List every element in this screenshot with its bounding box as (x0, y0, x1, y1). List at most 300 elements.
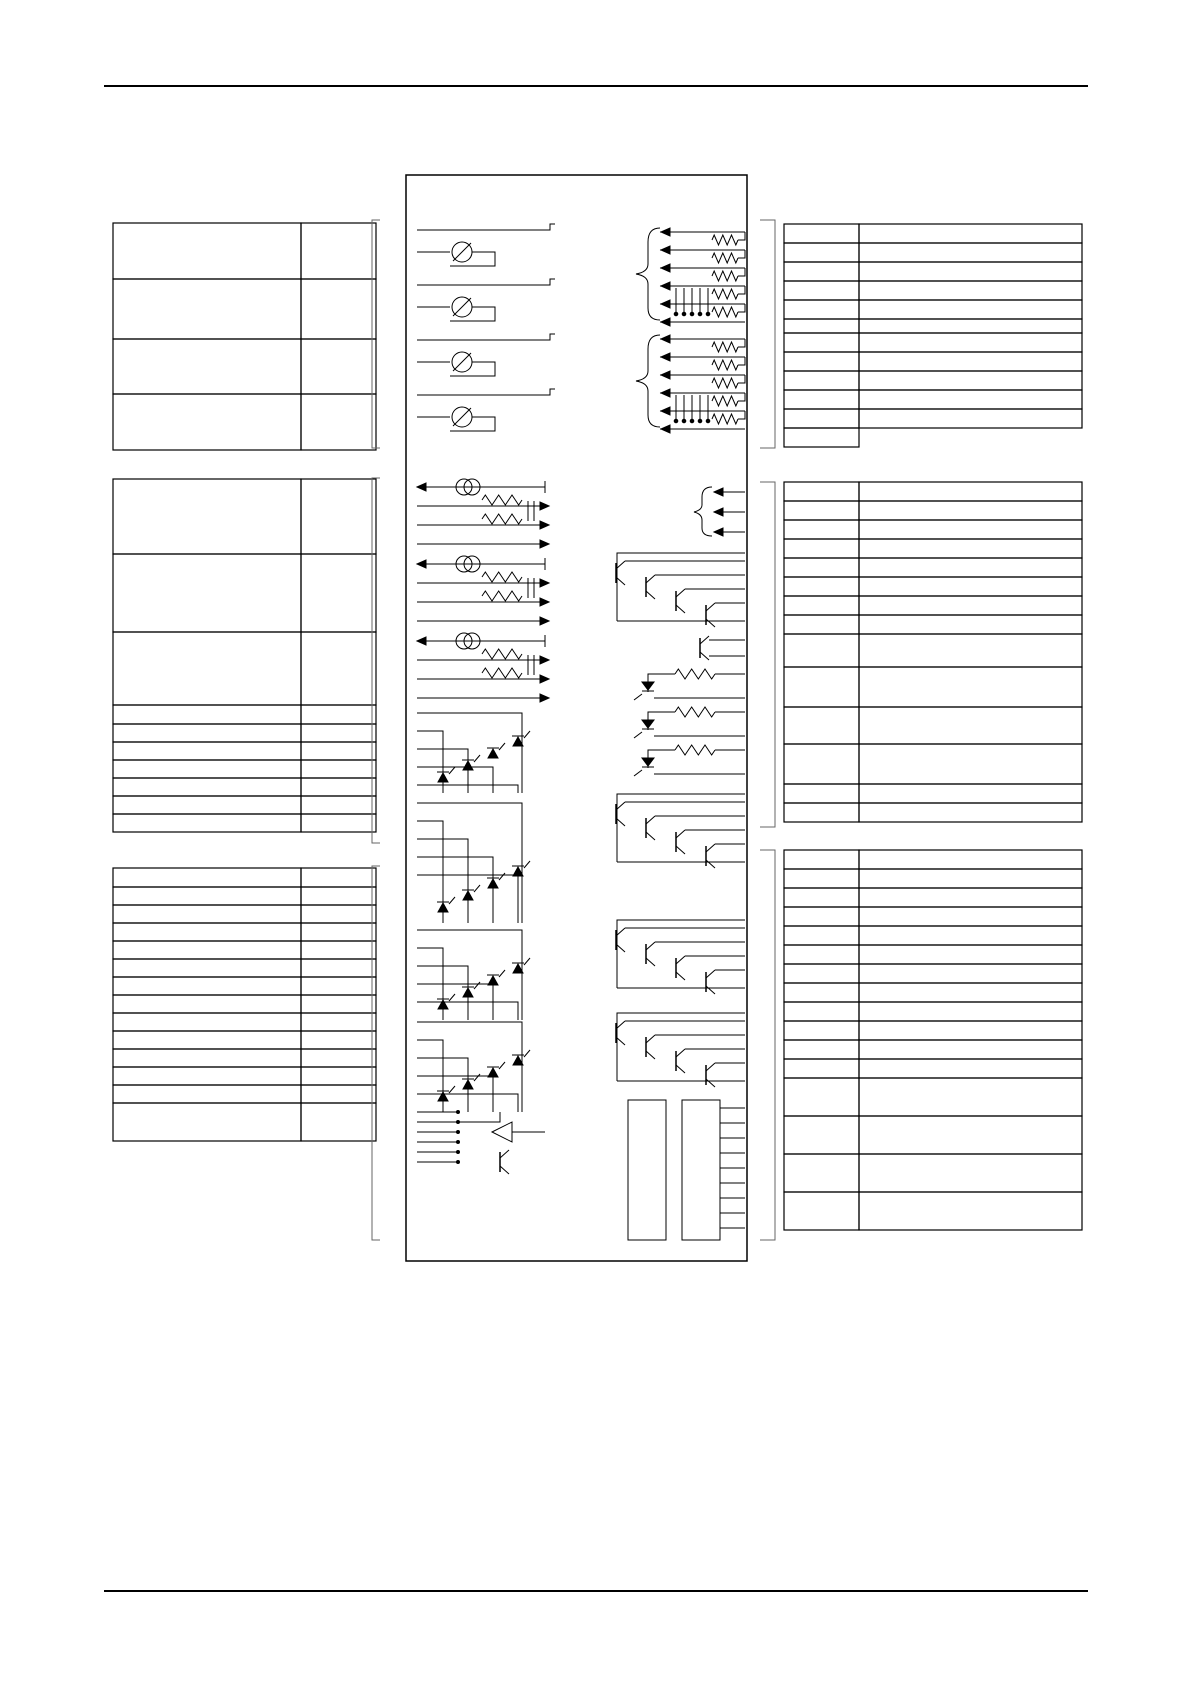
ao-loop-line (450, 252, 495, 266)
right-label-cell (859, 243, 1082, 262)
left-terminal-cell (301, 479, 376, 554)
left-label-cell (113, 1013, 301, 1031)
comparator-symbol (492, 1122, 512, 1142)
transistor-collector (646, 575, 655, 583)
ao-signal-line (417, 279, 555, 285)
left-terminal-cell (301, 760, 376, 778)
left-label-cell (113, 923, 301, 941)
right-label-cell (859, 667, 1082, 707)
ai-input-arrow (540, 521, 549, 529)
left-terminal-cell (301, 394, 376, 450)
right-label-cell (859, 281, 1082, 300)
right-label-cell (859, 615, 1082, 634)
thermo-input-arrow (661, 318, 670, 326)
left-label-cell (113, 1103, 301, 1141)
ai-shunt-resistor (482, 591, 522, 601)
variable-source-arrow (453, 298, 471, 316)
left-terminal-cell (301, 223, 376, 279)
analog-output-terminal-table (113, 223, 376, 450)
digital-input-terminal-table (113, 868, 376, 1141)
right-label-cell (859, 1154, 1082, 1192)
right-label-cell (859, 983, 1082, 1002)
right-label-cell (859, 1059, 1082, 1078)
right-terminal-cell (784, 501, 859, 520)
diode-emission-arrow (474, 982, 480, 989)
opto-led (463, 891, 473, 900)
transistor-collector (706, 603, 715, 611)
transistor-output-terminal-table (784, 850, 1082, 1230)
opto-led (488, 976, 498, 985)
ai-supply-arrow (417, 483, 426, 491)
diode-emission-arrow (474, 1074, 480, 1081)
thermo-resistor (712, 307, 738, 317)
relay-input-arrow (714, 528, 723, 536)
left-label-cell (113, 1049, 301, 1067)
transistor-collector (676, 1049, 685, 1057)
right-label-cell (859, 539, 1082, 558)
opto-input-line (417, 821, 443, 923)
ai-shunt-resistor (482, 495, 522, 505)
ai-shunt-resistor (482, 649, 522, 659)
left-terminal-cell (301, 705, 376, 724)
thermo-input-arrow (661, 407, 670, 415)
bracket-transistor (760, 850, 775, 1240)
left-terminal-cell (301, 724, 376, 742)
comparator-pin-dot (457, 1161, 460, 1164)
right-terminal-cell (784, 390, 859, 409)
opto-led (488, 1068, 498, 1077)
diode-emission-arrow (474, 755, 480, 762)
connector-block-right (682, 1100, 720, 1240)
left-label-cell (113, 1085, 301, 1103)
relay-led (642, 682, 654, 690)
thermo-resistor (712, 235, 738, 245)
thermo-junction-dot (674, 419, 678, 423)
left-label-cell (113, 760, 301, 778)
transistor-ladder-2 (617, 794, 745, 862)
right-label-cell (859, 520, 1082, 539)
right-terminal-cell (784, 520, 859, 539)
thermo-resistor-lead (738, 393, 745, 401)
thermo-junction-dot (698, 312, 702, 316)
right-terminal-cell (784, 803, 859, 822)
left-terminal-cell (301, 554, 376, 632)
right-terminal-cell (784, 577, 859, 596)
ao-loop-line (450, 417, 495, 431)
left-label-cell (113, 796, 301, 814)
right-label-cell (859, 333, 1082, 352)
relay-led-emission (634, 694, 642, 700)
left-label-cell (113, 941, 301, 959)
opto-common-line (417, 713, 522, 793)
right-label-cell (859, 744, 1082, 784)
left-terminal-cell (301, 1049, 376, 1067)
comparator-wire (458, 1112, 500, 1122)
right-terminal-cell (784, 888, 859, 907)
right-terminal-cell (784, 1116, 859, 1154)
left-label-cell (113, 778, 301, 796)
right-terminal-cell (784, 983, 859, 1002)
thermo-junction-dot (674, 312, 678, 316)
left-label-cell (113, 223, 301, 279)
thermo-input-arrow (661, 282, 670, 290)
right-label-cell (859, 577, 1082, 596)
ai-input-arrow (540, 540, 549, 548)
left-terminal-cell (301, 632, 376, 705)
relay-led-emission (634, 732, 642, 738)
right-terminal-cell (784, 744, 859, 784)
thermo-resistor (712, 289, 738, 299)
thermo-junction-dot (682, 419, 686, 423)
right-label-cell (859, 907, 1082, 926)
comparator-pin-dot (457, 1141, 460, 1144)
opto-led (438, 1000, 448, 1009)
left-label-cell (113, 705, 301, 724)
right-label-cell (859, 869, 1082, 888)
thermo-resistor (712, 342, 738, 352)
left-label-cell (113, 742, 301, 760)
right-terminal-cell (784, 596, 859, 615)
relay-led (642, 758, 654, 766)
left-label-cell (113, 995, 301, 1013)
right-terminal-cell (784, 243, 859, 262)
right-label-cell (859, 1116, 1082, 1154)
ao-loop-line (450, 307, 495, 321)
transistor-emitter (646, 832, 655, 840)
relay-led-emission (634, 770, 642, 776)
thermo-resistor (712, 378, 738, 388)
right-label-cell (859, 888, 1082, 907)
diode-emission-arrow (449, 994, 455, 1001)
transistor-collector (700, 636, 709, 644)
right-label-cell (859, 409, 1082, 428)
transistor-emitter (700, 652, 709, 660)
left-terminal-cell (301, 995, 376, 1013)
left-terminal-cell (301, 339, 376, 394)
thermo-resistor-lead (738, 357, 745, 365)
opto-input-line (417, 767, 493, 793)
thermo-input-arrow (661, 389, 670, 397)
left-terminal-cell (301, 1085, 376, 1103)
transistor-emitter (706, 619, 715, 627)
thermo-resistor-lead (738, 411, 745, 419)
left-terminal-cell (301, 279, 376, 339)
ai-input-arrow (540, 656, 549, 664)
left-label-cell (113, 868, 301, 887)
internal-circuitry (417, 224, 745, 1240)
right-label-cell (859, 319, 1082, 333)
transistor-emitter (706, 860, 715, 868)
ai-input-arrow (540, 694, 549, 702)
comparator-pin-dot (457, 1111, 460, 1114)
right-label-cell (859, 1040, 1082, 1059)
right-terminal-cell (784, 1192, 859, 1230)
left-label-cell (113, 724, 301, 742)
right-label-cell (859, 558, 1082, 577)
relay-input-arrow (714, 488, 723, 496)
transistor-ladder-3 (617, 920, 745, 988)
diode-emission-arrow (449, 1086, 455, 1093)
left-label-cell (113, 479, 301, 554)
thermo-junction-dot (698, 419, 702, 423)
diode-emission-arrow (449, 767, 455, 774)
transistor-collector (646, 816, 655, 824)
ai-input-arrow (540, 598, 549, 606)
right-terminal-cell (784, 352, 859, 371)
transistor-emitter (500, 1166, 509, 1174)
relay-led (642, 720, 654, 728)
transistor-collector (676, 956, 685, 964)
relay-output-terminal-table (784, 482, 1082, 822)
opto-led (488, 749, 498, 758)
right-terminal-cell (784, 482, 859, 501)
ai-supply-arrow (417, 560, 426, 568)
left-terminal-cell (301, 959, 376, 977)
left-label-cell (113, 339, 301, 394)
right-terminal-cell (784, 1002, 859, 1021)
right-terminal-cell (784, 634, 859, 667)
right-terminal-cell (784, 615, 859, 634)
left-label-cell (113, 1031, 301, 1049)
transistor-emitter (676, 605, 685, 613)
variable-source-arrow (453, 243, 471, 261)
transistor-collector (706, 970, 715, 978)
left-terminal-cell (301, 868, 376, 887)
bracket-relay (760, 482, 775, 827)
ai-shunt-resistor (482, 514, 522, 524)
left-terminal-cell (301, 778, 376, 796)
ao-loop-line (450, 362, 495, 376)
right-label-cell (859, 707, 1082, 744)
variable-source-arrow (453, 353, 471, 371)
transistor-collector (706, 1063, 715, 1071)
diode-emission-arrow (499, 743, 505, 750)
right-terminal-cell (784, 945, 859, 964)
right-terminal-cell (784, 1059, 859, 1078)
opto-common-line (417, 930, 522, 1020)
ai-input-arrow (540, 675, 549, 683)
ai-input-arrow (540, 502, 549, 510)
right-terminal-cell (784, 1021, 859, 1040)
thermocouple-terminal-table (784, 224, 1082, 447)
thermo-junction-dot (682, 312, 686, 316)
relay-resistor (675, 669, 715, 679)
right-terminal-cell (784, 907, 859, 926)
thermo-resistor-lead (738, 375, 745, 383)
thermo-resistor (712, 360, 738, 370)
right-label-cell (859, 784, 1082, 803)
diode-emission-arrow (524, 861, 530, 868)
right-terminal-cell (784, 558, 859, 577)
thermo-resistor (712, 271, 738, 281)
transistor-collector (706, 844, 715, 852)
thermo-input-arrow (661, 264, 670, 272)
left-terminal-cell (301, 941, 376, 959)
transistor-emitter (646, 1051, 655, 1059)
left-terminal-cell (301, 1031, 376, 1049)
thermo-resistor-lead (738, 304, 745, 312)
left-label-cell (113, 905, 301, 923)
thermo-group-brace (636, 228, 660, 320)
right-terminal-cell (784, 707, 859, 744)
transistor-ladder-4 (617, 1013, 745, 1081)
diode-emission-arrow (524, 731, 530, 738)
right-label-cell (859, 803, 1082, 822)
right-label-cell (859, 300, 1082, 319)
ao-signal-line (417, 224, 555, 230)
right-terminal-cell (784, 319, 859, 333)
relay-resistor (675, 745, 715, 755)
relay-input-arrow (714, 508, 723, 516)
thermo-input-arrow (661, 371, 670, 379)
opto-led (463, 1080, 473, 1089)
left-terminal-cell (301, 814, 376, 832)
transistor-emitter (676, 1065, 685, 1073)
transistor-collector (500, 1150, 509, 1158)
right-terminal-cell (784, 428, 859, 447)
right-label-cell (859, 262, 1082, 281)
right-terminal-cell (784, 667, 859, 707)
variable-source-arrow (453, 408, 471, 426)
relay-resistor (675, 707, 715, 717)
thermo-input-arrow (661, 353, 670, 361)
left-label-cell (113, 279, 301, 339)
diode-emission-arrow (474, 885, 480, 892)
ao-signal-line (417, 389, 555, 395)
left-terminal-cell (301, 923, 376, 941)
thermo-resistor-lead (738, 286, 745, 294)
opto-input-line (417, 857, 493, 923)
bracket-thermo (760, 220, 775, 448)
transistor-emitter (676, 846, 685, 854)
transistor-emitter (706, 1079, 715, 1087)
thermo-resistor-lead (738, 339, 745, 347)
right-terminal-cell (784, 281, 859, 300)
transistor-emitter (646, 958, 655, 966)
left-terminal-cell (301, 742, 376, 760)
thermo-resistor (712, 253, 738, 263)
left-label-cell (113, 632, 301, 705)
right-label-cell (859, 1021, 1082, 1040)
module-board-outline (406, 175, 747, 1261)
transistor-collector (646, 1035, 655, 1043)
thermo-input-arrow (661, 335, 670, 343)
transistor-collector (676, 589, 685, 597)
right-terminal-cell (784, 1040, 859, 1059)
right-terminal-cell (784, 1078, 859, 1116)
left-label-cell (113, 394, 301, 450)
right-label-cell (859, 1002, 1082, 1021)
analog-input-terminal-table (113, 479, 376, 832)
thermo-junction-dot (706, 419, 710, 423)
right-label-cell (859, 501, 1082, 520)
thermo-input-arrow (661, 246, 670, 254)
diode-emission-arrow (499, 873, 505, 880)
comparator-pin-dot (457, 1151, 460, 1154)
thermo-resistor-lead (738, 232, 745, 240)
left-terminal-cell (301, 1067, 376, 1085)
ai-supply-arrow (417, 637, 426, 645)
left-label-cell (113, 887, 301, 905)
left-terminal-cell (301, 905, 376, 923)
right-label-cell (859, 482, 1082, 501)
diode-emission-arrow (524, 958, 530, 965)
right-terminal-cell (784, 539, 859, 558)
left-terminal-cell (301, 1103, 376, 1141)
thermo-junction-dot (690, 419, 694, 423)
right-terminal-cell (784, 224, 859, 243)
right-label-cell (859, 945, 1082, 964)
opto-led (438, 773, 448, 782)
transistor-collector (646, 942, 655, 950)
right-terminal-cell (784, 869, 859, 888)
ao-signal-line (417, 334, 555, 340)
right-label-cell (859, 371, 1082, 390)
left-terminal-cell (301, 796, 376, 814)
opto-common-line (417, 1022, 522, 1112)
left-label-cell (113, 1067, 301, 1085)
relay-input-brace (694, 487, 712, 536)
right-label-cell (859, 224, 1082, 243)
right-label-cell (859, 634, 1082, 667)
ai-shunt-resistor (482, 572, 522, 582)
right-label-cell (859, 352, 1082, 371)
transistor-emitter (706, 986, 715, 994)
thermo-resistor-lead (738, 250, 745, 258)
thermo-group-brace (636, 335, 660, 427)
right-terminal-cell (784, 300, 859, 319)
left-terminal-cell (301, 887, 376, 905)
ai-input-arrow (540, 579, 549, 587)
diode-emission-arrow (499, 970, 505, 977)
left-terminal-tables (113, 223, 376, 1141)
transistor-emitter (676, 972, 685, 980)
transistor-ladder-1 (617, 553, 745, 621)
right-terminal-cell (784, 333, 859, 352)
thermo-resistor (712, 414, 738, 424)
transistor-collector (676, 830, 685, 838)
right-terminal-cell (784, 926, 859, 945)
right-terminal-cell (784, 1154, 859, 1192)
ai-shunt-resistor (482, 668, 522, 678)
left-label-cell (113, 554, 301, 632)
thermo-junction-dot (706, 312, 710, 316)
thermo-input-arrow (661, 300, 670, 308)
comparator-pin-dot (457, 1131, 460, 1134)
right-terminal-tables (784, 224, 1082, 1230)
opto-led (463, 988, 473, 997)
opto-led (488, 879, 498, 888)
opto-led (438, 903, 448, 912)
left-terminal-cell (301, 1013, 376, 1031)
opto-led (438, 1092, 448, 1101)
diode-emission-arrow (449, 897, 455, 904)
connector-block-left (628, 1100, 666, 1240)
diode-emission-arrow (499, 1062, 505, 1069)
right-label-cell (859, 1192, 1082, 1230)
right-label-cell (859, 596, 1082, 615)
right-terminal-cell (784, 964, 859, 983)
opto-input-line (417, 731, 443, 793)
transistor-emitter (646, 591, 655, 599)
right-label-cell (859, 390, 1082, 409)
right-label-cell (859, 926, 1082, 945)
thermo-input-arrow (661, 425, 670, 433)
thermo-input-arrow (661, 228, 670, 236)
right-terminal-cell (784, 409, 859, 428)
opto-led (463, 761, 473, 770)
right-terminal-cell (784, 784, 859, 803)
